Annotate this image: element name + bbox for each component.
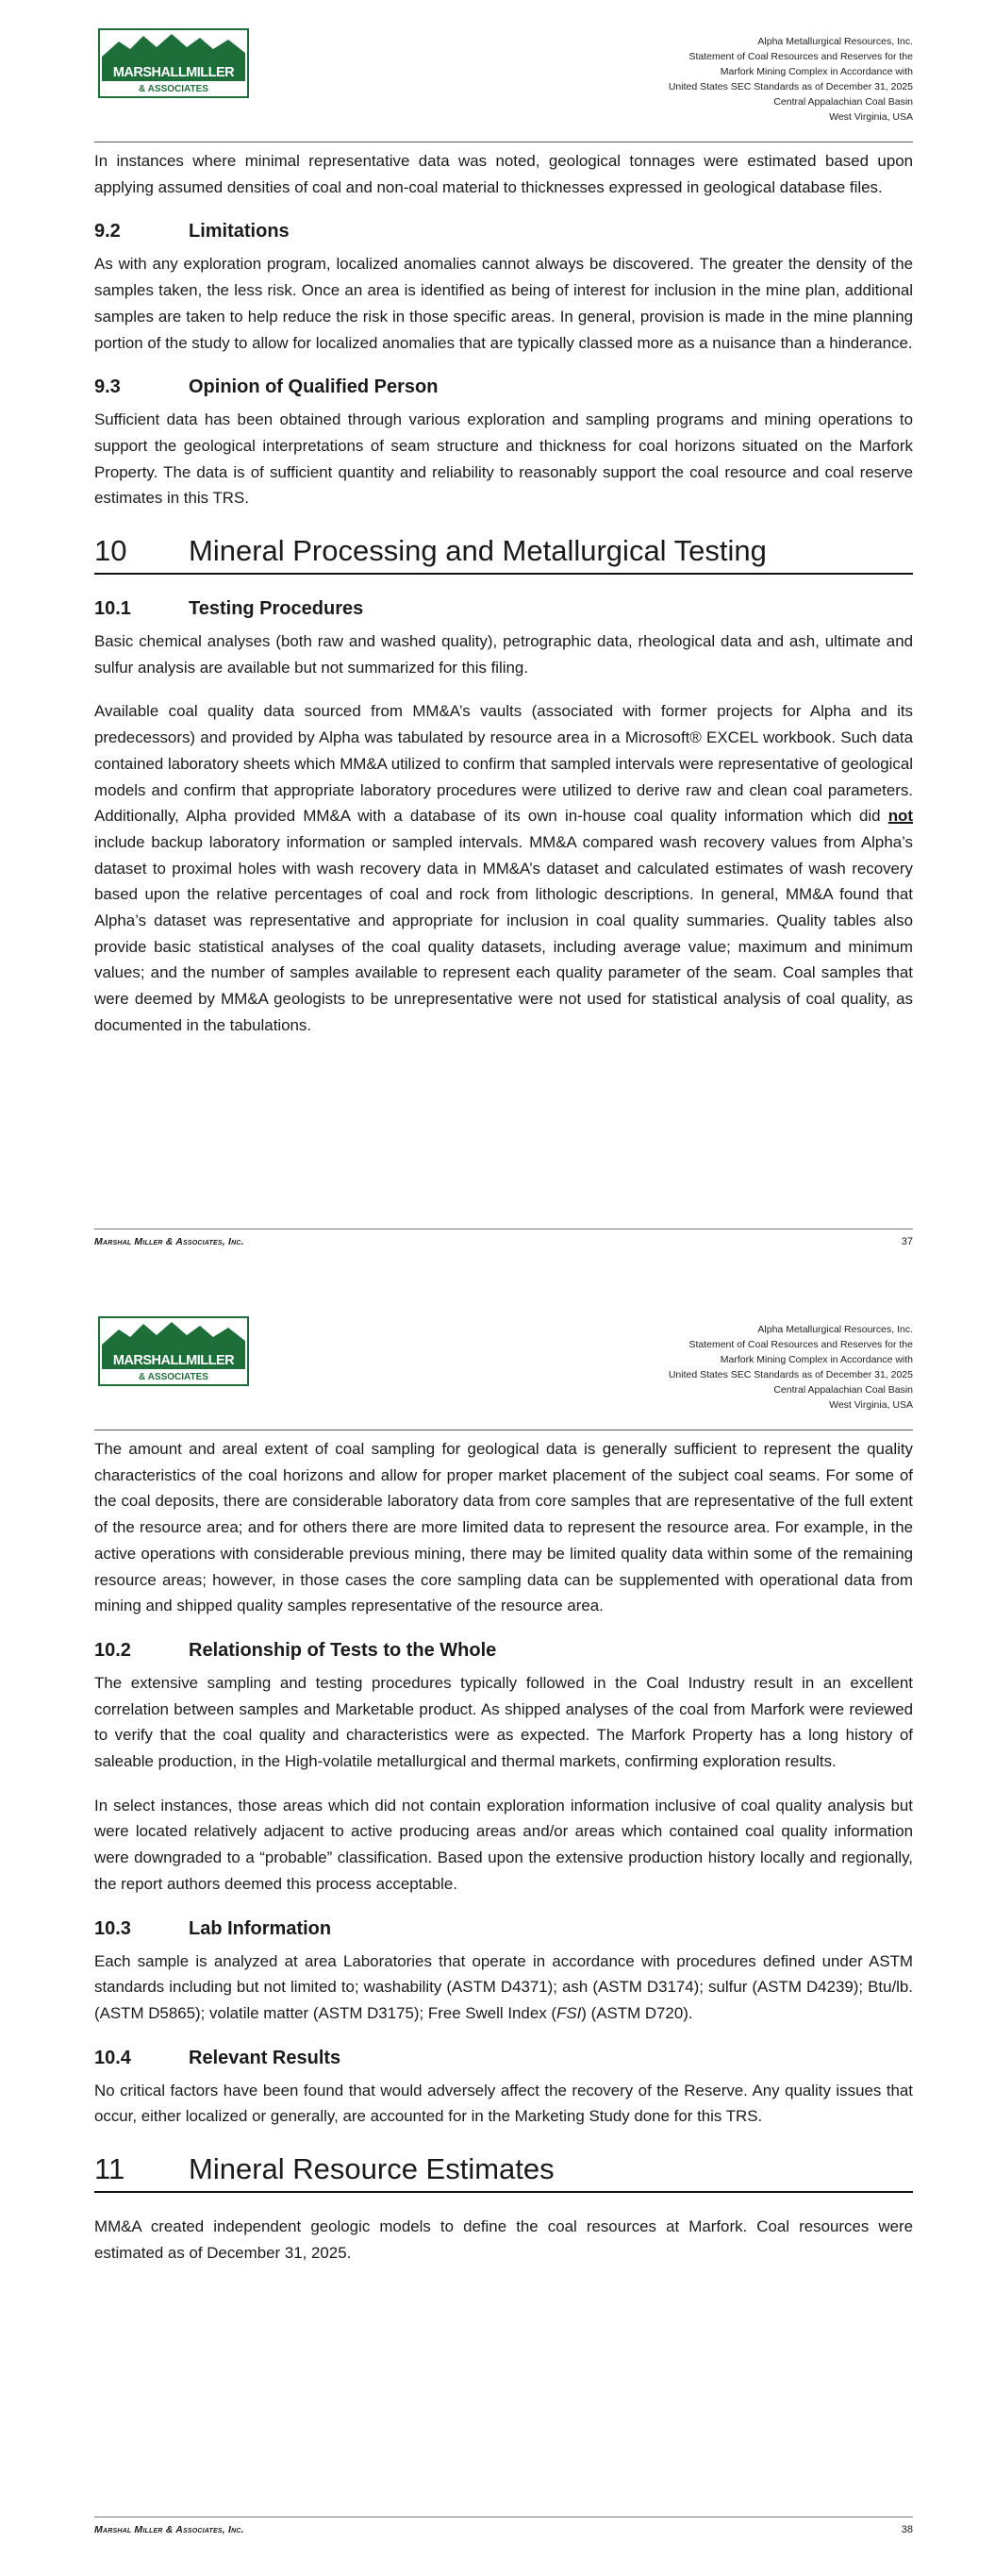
section-heading-10-4 — [94, 2045, 913, 2071]
section-title: Limitations — [189, 221, 290, 243]
section-title: Opinion of Qualified Person — [189, 376, 439, 398]
section-title: Lab Information — [189, 1917, 332, 1939]
footer-firm: Marshal Miller & Associates, Inc. — [94, 2524, 244, 2535]
logo-wordmark: MARSHALLMILLER — [112, 1353, 235, 1368]
chapter-heading-10 — [94, 530, 913, 575]
section-heading-10-2 — [94, 1637, 913, 1664]
header-line: Marfork Mining Complex in Accordance with — [720, 66, 913, 78]
section-number: 9.2 — [94, 221, 121, 243]
company-logo — [98, 28, 249, 98]
paragraph: The amount and areal extent of coal sampling for geological data is generally sufficient to represent the quality characteristics of the coal horizons and allow for proper market placement of the subject coal seams. For some of the coal deposits, there are considerable laboratory data from core samples that are representative of the full extent of the resource area; and for others there are more limited data to represent the resource area. For example, in the active operations with considerable previous mining, there may be limited quality data within some of the remaining resource areas; however, in those cases the core sampling data can be supplemented with operational data from mining and shipped quality samples representative of the resource area. — [94, 1440, 913, 1615]
header-line: United States SEC Standards as of December 31, 2025 — [668, 1369, 913, 1381]
page-body — [94, 1436, 913, 2283]
section-heading-9-3 — [94, 374, 913, 400]
header-line: Alpha Metallurgical Resources, Inc. — [757, 1324, 913, 1335]
section-heading-10-1 — [94, 595, 913, 622]
section-number: 9.3 — [94, 376, 121, 398]
company-logo — [98, 1316, 249, 1386]
paragraph: Basic chemical analyses (both raw and washed quality), petrographic data, rheological data and ash, ultimate and sulfur analysis are available but not summarized for this filing. — [94, 632, 913, 677]
paragraph: No critical factors have been found that would adversely affect the recovery of the Reserve. Any quality issues that occur, either localized or generally, are accounted for in the Marketing Study done for this TRS. — [94, 2081, 913, 2126]
footer-firm: Marshal Miller & Associates, Inc. — [94, 1236, 244, 1247]
header-line: Statement of Coal Resources and Reserves for the — [688, 51, 913, 63]
section-title: Relationship of Tests to the Whole — [189, 1639, 497, 1661]
chapter-title: Mineral Processing and Metallurgical Testing — [189, 534, 767, 568]
section-number: 10.4 — [94, 2047, 131, 2068]
header-line: Central Appalachian Coal Basin — [773, 1384, 913, 1397]
header-line: Central Appalachian Coal Basin — [773, 96, 913, 109]
logo-subtitle: & ASSOCIATES — [139, 1372, 208, 1382]
header-line: West Virginia, USA — [829, 1399, 913, 1412]
emphasis-not: not — [887, 807, 913, 826]
section-number: 10.3 — [94, 1917, 131, 1939]
paragraph: The extensive sampling and testing procedures typically followed in the Coal Industry result in an excellent correlation between samples and Marketable product. As shipped analyses of the coal from Marfork were reviewed to verify that the coal quality and characteristics were as expected. The Marfork Property has a long history of saleable production, in the High-volatile metallurgical and thermal markets, confirming exploration results. — [94, 1673, 913, 1771]
page-footer — [94, 2517, 913, 2542]
section-title: Relevant Results — [189, 2047, 341, 2068]
section-number: 10.1 — [94, 598, 131, 620]
header-text — [669, 34, 913, 125]
paragraph — [94, 1949, 913, 2027]
paragraph: Sufficient data has been obtained through various exploration and sampling programs and mining operations to support the geological interpretations of seam structure and thickness for coal horizons situated on the Marfork Property. The data is of sufficient quantity and reliability to reasonably support the coal resource and coal reserve estimates in this TRS. — [94, 410, 913, 508]
header-text — [669, 1322, 913, 1413]
chapter-number: 10 — [94, 534, 127, 568]
paragraph — [94, 698, 913, 1038]
page-38 — [0, 1288, 995, 2576]
paragraph: In select instances, those areas which did not contain exploration information inclusive of coal quality analysis but were located relatively adjacent to active producing areas and/or areas which contained coal quality information were downgraded to a “probable” classification. Based upon the extensive production history locally and regionally, the report authors deemed this process acceptable. — [94, 1796, 913, 1893]
page-body — [94, 148, 913, 1057]
header-line: West Virginia, USA — [829, 111, 913, 124]
chapter-title: Mineral Resource Estimates — [189, 2152, 555, 2186]
emphasis-fsi: FSI — [556, 2003, 582, 2022]
section-heading-10-3 — [94, 1915, 913, 1942]
paragraph: As with any exploration program, localized anomalies cannot always be discovered. The greater the density of the samples taken, the less risk. Once an area is identified as being of interest for inclusion in the mine plan, additional samples are taken to help reduce the risk in those specific areas. In general, provision is made in the mine planning portion of the study to allow for localized anomalies that are typically classed more as a nuisance than a hinderance. — [94, 255, 913, 352]
page-header — [94, 1314, 913, 1430]
section-title: Testing Procedures — [189, 598, 364, 620]
chapter-number: 11 — [94, 2152, 125, 2186]
page-header — [94, 26, 913, 142]
text-run: Available coal quality data sourced from MM&A’s vaults (associated with former projects for Alpha and its predecessors) and provided by Alpha was tabulated by resource area in a Microsoft® EXCEL workbook. Such data contained laboratory sheets which MM&A utilized to confirm that sampled intervals were representative of geological models and confirm that appropriate laboratory procedures were utilized to derive raw and clean coal parameters. Additionally, Alpha provided MM&A with a database of its own in-house coal quality information which did — [94, 702, 913, 826]
text-run: include backup laboratory information or sampled intervals. MM&A compared wash recovery values from Alpha’s dataset to proximal holes with wash recovery data in MM&A’s dataset and calculated estimates of wash recovery based upon the relative percentages of coal and rock from lithologic descriptions. In general, MM&A found that Alpha’s dataset was representative and appropriate for inclusion in coal quality summaries. Quality tables also provide basic statistical analyses of the coal quality datasets, including average value; maximum and minimum values; and the number of samples available to represent each quality parameter of the seam. Coal samples that were deemed by MM&A geologists to be unrepresentative were not used for statistical analysis of coal quality, as documented in the tabulations. — [94, 832, 913, 1034]
text-run: ) (ASTM D720). — [581, 2003, 693, 2022]
paragraph: MM&A created independent geologic models to define the coal resources at Marfork. Coal resources were estimated as of December 31, 2025. — [94, 2217, 913, 2262]
page-number: 37 — [901, 1236, 913, 1247]
logo-subtitle: & ASSOCIATES — [139, 84, 208, 94]
page-footer — [94, 1229, 913, 1254]
text-run: Each sample is analyzed at area Laboratories that operate in accordance with procedures defined under ASTM standards including but not limited to; washability (ASTM D4371); ash (ASTM D3174); sulfur (ASTM D4239); Btu/lb. (ASTM D5865); volatile matter (ASTM D3175); Free Swell Index ( — [94, 1951, 913, 2022]
chapter-heading-11 — [94, 2149, 913, 2193]
logo-wordmark: MARSHALLMILLER — [112, 65, 235, 80]
section-number: 10.2 — [94, 1639, 131, 1661]
header-line: Alpha Metallurgical Resources, Inc. — [757, 36, 913, 47]
header-line: Statement of Coal Resources and Reserves for the — [688, 1339, 913, 1351]
header-line: United States SEC Standards as of December 31, 2025 — [668, 81, 913, 93]
section-heading-9-2 — [94, 218, 913, 244]
header-line: Marfork Mining Complex in Accordance with — [720, 1354, 913, 1366]
paragraph: In instances where minimal representative data was noted, geological tonnages were estimated based upon applying assumed densities of coal and non-coal material to thicknesses expressed in geological database files. — [94, 152, 913, 196]
page-number: 38 — [901, 2524, 913, 2535]
